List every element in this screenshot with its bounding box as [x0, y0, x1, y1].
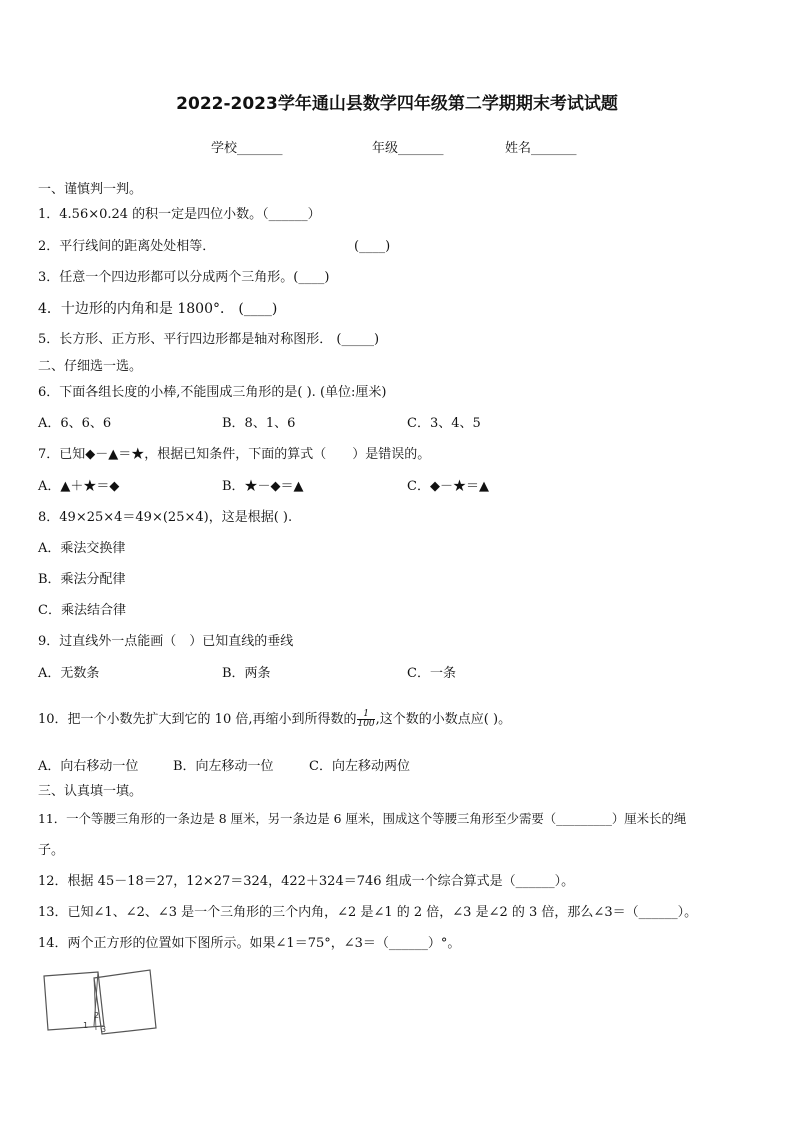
q10-text-before: 10．把一个小数先扩大到它的 10 倍,再缩小到所得数的: [38, 712, 357, 727]
q7-option-a: A．▲＋★＝◆: [38, 479, 120, 494]
q10-fraction: [357, 710, 374, 729]
page-title: 2022-2023学年通山县数学四年级第二学期期末考试试题: [176, 94, 618, 114]
angle-label-2: 2: [94, 1011, 100, 1020]
name-field: 姓名_______: [505, 141, 577, 156]
q7-option-c: C．◆－★＝▲: [407, 479, 489, 494]
q6-option-b: B．8、1、6: [222, 416, 296, 431]
q10-fraction-numerator: 1: [357, 710, 374, 720]
question-13: 13．已知∠1、∠2、∠3 是一个三角形的三个内角，∠2 是∠1 的 2 倍，∠3 是∠2 的 3 倍，那么∠3＝（______）。: [38, 905, 698, 920]
question-1: 1．4.56×0.24 的积一定是四位小数。（______）: [38, 207, 321, 222]
q6-option-c: C．3、4、5: [407, 416, 481, 431]
q8-option-b: B．乘法分配律: [38, 572, 126, 587]
q10-option-c: C．向左移动两位: [309, 759, 410, 774]
two-squares-figure: [38, 968, 160, 1040]
q9-option-c: C．一条: [407, 666, 456, 681]
q8-option-c: C．乘法结合律: [38, 603, 126, 618]
section-heading-2: 二、仔细选一选。: [38, 359, 143, 374]
question-7: 7．已知◆－▲＝★，根据已知条件，下面的算式（ ）是错误的。: [38, 447, 431, 462]
q9-option-b: B．两条: [222, 666, 271, 681]
angle-label-1: 1: [83, 1021, 89, 1030]
q7-option-b: B．★－◆＝▲: [222, 479, 304, 494]
question-2: 2．平行线间的距离处处相等．: [38, 239, 216, 254]
q6-option-a: A．6、6、6: [38, 416, 112, 431]
q10-option-a: A．向右移动一位: [38, 759, 139, 774]
q10-fraction-denominator: 100: [357, 719, 375, 729]
school-field: 学校_______: [211, 141, 283, 156]
question-10: [38, 708, 511, 732]
question-11-line-1: 11．一个等腰三角形的一条边是 8 厘米，另一条边是 6 厘米，围成这个等腰三角形至少需要（_________）厘米长的绳: [38, 811, 687, 826]
grade-field: 年级_______: [372, 141, 444, 156]
angle-label-3: 3: [101, 1025, 107, 1034]
q9-option-a: A．无数条: [38, 666, 100, 681]
question-2-answer-blank: (____): [354, 239, 391, 254]
question-11-line-2: 子。: [38, 843, 65, 858]
question-9: 9．过直线外一点能画（ ）已知直线的垂线: [38, 634, 294, 649]
q8-option-a: A．乘法交换律: [38, 541, 126, 556]
question-8: 8．49×25×4＝49×(25×4)，这是根据( ).: [38, 510, 293, 525]
question-6: 6．下面各组长度的小棒,不能围成三角形的是( ). (单位:厘米): [38, 385, 387, 400]
q10-text-after: ,这个数的小数点应( )。: [375, 712, 512, 727]
section-heading-1: 一、谨慎判一判。: [38, 182, 143, 197]
question-14: 14．两个正方形的位置如下图所示。如果∠1＝75°，∠3＝（______）°。: [38, 936, 461, 951]
q10-option-b: B．向左移动一位: [173, 759, 274, 774]
question-12: 12．根据 45－18＝27，12×27＝324，422＋324＝746 组成一个综合算式是（______）。: [38, 874, 575, 889]
section-heading-3: 三、认真填一填。: [38, 784, 143, 799]
question-4: 4．十边形的内角和是 1800°． (____): [38, 301, 278, 317]
question-5: 5．长方形、正方形、平行四边形都是轴对称图形． (_____): [38, 332, 380, 347]
question-3: 3．任意一个四边形都可以分成两个三角形。(____): [38, 270, 330, 285]
